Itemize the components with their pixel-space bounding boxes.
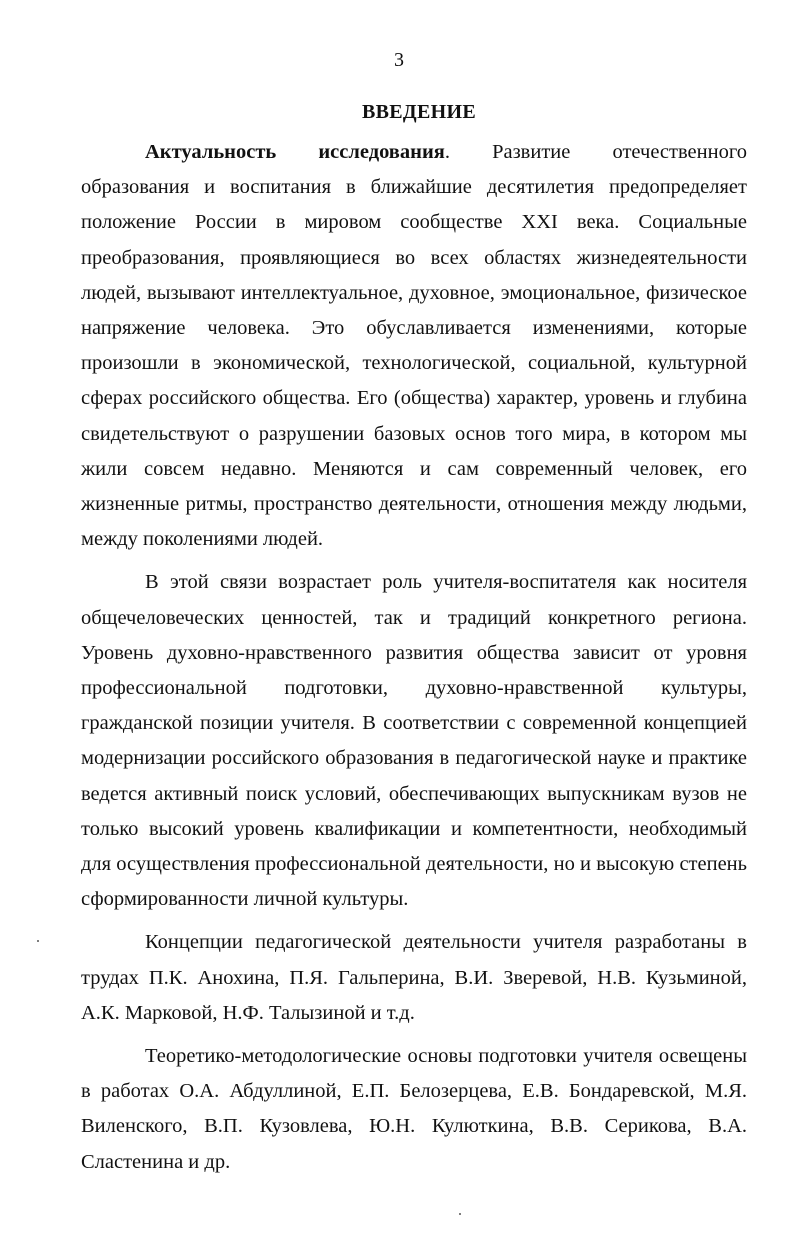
section-title: ВВЕДЕНИЕ (362, 101, 476, 123)
page-number: 3 (394, 49, 404, 71)
scan-speck (459, 1213, 461, 1215)
paragraph-teacher-role: В этой связи возрастает роль учителя-воспитателя как носителя общечеловеческих ценностей, так и традиций конкретного региона. Уровень духовно-нравственного развития общества зависит от уровня профессиональной подготовки, духовно-нравственной культуры, гражданской позиции учителя. В соответствии с современной концепцией модернизации российского образования в педагогической науке и практике ведется активный поиск условий, обеспечивающих выпускникам вузов не только высокий уровень квалификации и компетентности, необходимый для осуществления профессиональной деятельности, но и высокую степень сформированности личной культуры. (81, 571, 747, 911)
relevance-heading: Актуальность исследования (145, 141, 445, 163)
paragraph-concepts: Концепции педагогической деятельности учителя разработаны в трудах П.К. Анохина, П.Я. Гальперина, В.И. Зверевой, Н.В. Кузьминой, А.К. Марковой, Н.Ф. Талызиной и т.д. (81, 931, 747, 1024)
paragraph-relevance (81, 135, 747, 557)
paragraph-foundations: Теоретико-методологические основы подготовки учителя освещены в работах О.А. Абдуллиной, Е.П. Белозерцева, Е.В. Бондаревской, М.Я. Виленского, В.П. Кузовлева, Ю.Н. Кулюткина, В.В. Серикова, В.А. Сластенина и др. (81, 1045, 747, 1173)
scan-speck (37, 940, 39, 942)
paragraph-text: . Развитие отечественного образования и воспитания в ближайшие десятилетия предопределяет положение России в мировом сообществе XXI века. Социальные преобразования, проявляющиеся во всех областях жизнедеятельности людей, вызывают интеллектуальное, духовное, эмоциональное, физическое напряжение человека. Это обуславливается изменениями, которые произошли в экономической, технологической, социальной, культурной сферах российского общества. Его (общества) характер, уровень и глубина свидетельствуют о разрушении базовых основ того мира, в котором мы жили совсем недавно. Меняются и сам современный человек, его жизненные ритмы, пространство деятельности, отношения между людьми, между поколениями людей. (81, 141, 747, 551)
body-text (81, 135, 747, 1180)
